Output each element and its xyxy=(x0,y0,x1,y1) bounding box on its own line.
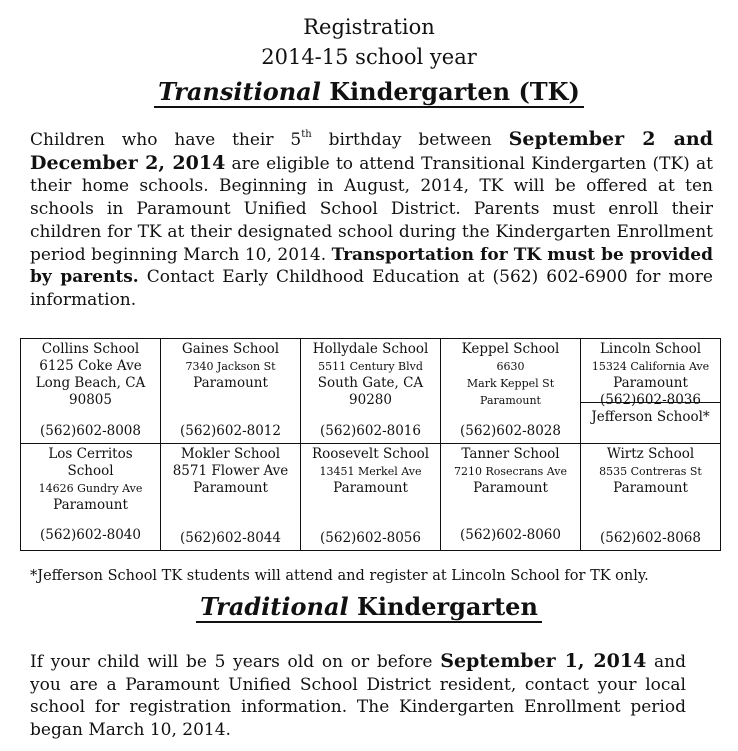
school-city: Paramount xyxy=(613,375,688,391)
school-city: South Gate, CA xyxy=(317,375,424,391)
school-address: Mark Keppel St xyxy=(466,377,555,390)
heading-registration: Registration xyxy=(303,15,435,39)
school-address: 13451 Merkel Ave xyxy=(319,465,422,478)
trad-title-italic: Traditional xyxy=(200,592,349,621)
tk-para-text-4: Contact Early Childhood Education at (562) 602-6900 for more information. xyxy=(30,267,713,310)
tk-date-range: September 2 and December 2, 2014 xyxy=(30,128,713,174)
lincoln-block xyxy=(581,339,720,408)
school-name: Mokler School xyxy=(180,446,281,462)
school-cell-collins xyxy=(21,339,161,444)
tk-title-rest: Kindergarten (TK) xyxy=(329,77,580,106)
school-cell-lincoln xyxy=(581,339,721,444)
school-phone: (562)602-8012 xyxy=(180,423,281,439)
school-address: 8535 Contreras St xyxy=(599,465,702,478)
school-phone: (562)602-8028 xyxy=(460,423,561,439)
school-phone: (562)602-8040 xyxy=(40,527,141,543)
schools-table xyxy=(20,338,721,551)
school-address: 14626 Gundry Ave xyxy=(38,482,143,495)
tk-para-text-2: birthday between xyxy=(311,130,509,150)
tk-transportation-notice: Transportation for TK must be provided by parents. xyxy=(30,244,713,288)
school-cell-wirtz xyxy=(581,444,721,551)
school-city: Paramount xyxy=(53,497,128,513)
school-city: Paramount xyxy=(193,480,268,496)
trad-para-text-1: If your child will be 5 years old on or before xyxy=(30,652,441,672)
school-city: Paramount xyxy=(613,480,688,496)
school-name: Keppel School xyxy=(461,341,560,357)
school-cell-mokler xyxy=(161,444,301,551)
school-address: 8571 Flower Ave xyxy=(172,463,289,479)
school-address: 7210 Rosecrans Ave xyxy=(454,465,567,478)
school-city: Paramount xyxy=(473,480,548,496)
school-zip: 90805 xyxy=(69,392,112,408)
tk-para-sup: th xyxy=(301,129,312,140)
traditional-paragraph xyxy=(30,650,686,742)
school-name: Lincoln School xyxy=(599,341,702,357)
jefferson-school-note: Jefferson School* xyxy=(591,409,710,425)
school-address: 7340 Jackson St xyxy=(185,360,276,373)
school-name: Hollydale School xyxy=(312,341,429,357)
school-phone: (562)602-8060 xyxy=(460,527,561,543)
school-cell-keppel xyxy=(441,339,581,444)
school-address-number: 6630 xyxy=(496,360,525,373)
school-name: Gaines School xyxy=(181,341,280,357)
school-name: Wirtz School xyxy=(606,446,695,462)
school-cell-los-cerritos xyxy=(21,444,161,551)
school-phone: (562)602-8044 xyxy=(180,530,281,546)
school-name-line2: School xyxy=(67,463,114,479)
school-phone: (562)602-8008 xyxy=(40,423,141,439)
school-name: Collins School xyxy=(41,341,140,357)
school-city: Long Beach, CA xyxy=(35,375,146,391)
tk-para-text-3: are eligible to attend Transitional Kindergarten (TK) at their home schools. Beginning in August, 2014, TK will be offered at ten schools in Paramount Unified School District. Parents must enroll their children for TK at their designated school during the Kindergarten Enrollment period beginning March 10, 2014. xyxy=(30,153,714,265)
school-address: 15324 California Ave xyxy=(591,360,710,373)
school-cell-roosevelt xyxy=(301,444,441,551)
traditional-section-title xyxy=(0,592,738,622)
tk-para-text-1: Children who have their 5 xyxy=(30,130,302,150)
tk-eligibility-paragraph xyxy=(30,128,713,312)
school-name: Tanner School xyxy=(461,446,560,462)
jefferson-footnote: *Jefferson School TK students will attend and register at Lincoln School for TK only. xyxy=(30,568,649,584)
school-name: Roosevelt School xyxy=(311,446,430,462)
school-phone: (562)602-8016 xyxy=(320,423,421,439)
school-cell-hollydale xyxy=(301,339,441,444)
trad-cutoff-date: September 1, 2014 xyxy=(440,650,647,672)
school-address: 5511 Century Blvd xyxy=(318,360,423,373)
school-city: Paramount xyxy=(333,480,408,496)
heading-school-year: 2014-15 school year xyxy=(261,45,477,69)
school-cell-gaines xyxy=(161,339,301,444)
school-phone: (562)602-8036 xyxy=(600,392,701,408)
school-cell-tanner xyxy=(441,444,581,551)
school-name: Los Cerritos xyxy=(48,446,133,462)
school-city: Paramount xyxy=(193,375,268,391)
school-phone: (562)602-8068 xyxy=(600,530,701,546)
trad-title-rest: Kindergarten xyxy=(357,592,538,621)
tk-title-italic: Transitional xyxy=(158,77,321,106)
school-address: 6125 Coke Ave xyxy=(39,358,142,374)
tk-section-title xyxy=(0,77,738,107)
trad-para-text-2: and you are a Paramount Unified School District resident, contact your local school for registration information. The Kindergarten Enrollment period began March 10, 2014. xyxy=(30,652,686,741)
school-zip: 90280 xyxy=(349,392,392,408)
school-city: Paramount xyxy=(480,394,541,407)
school-phone: (562)602-8056 xyxy=(320,530,421,546)
